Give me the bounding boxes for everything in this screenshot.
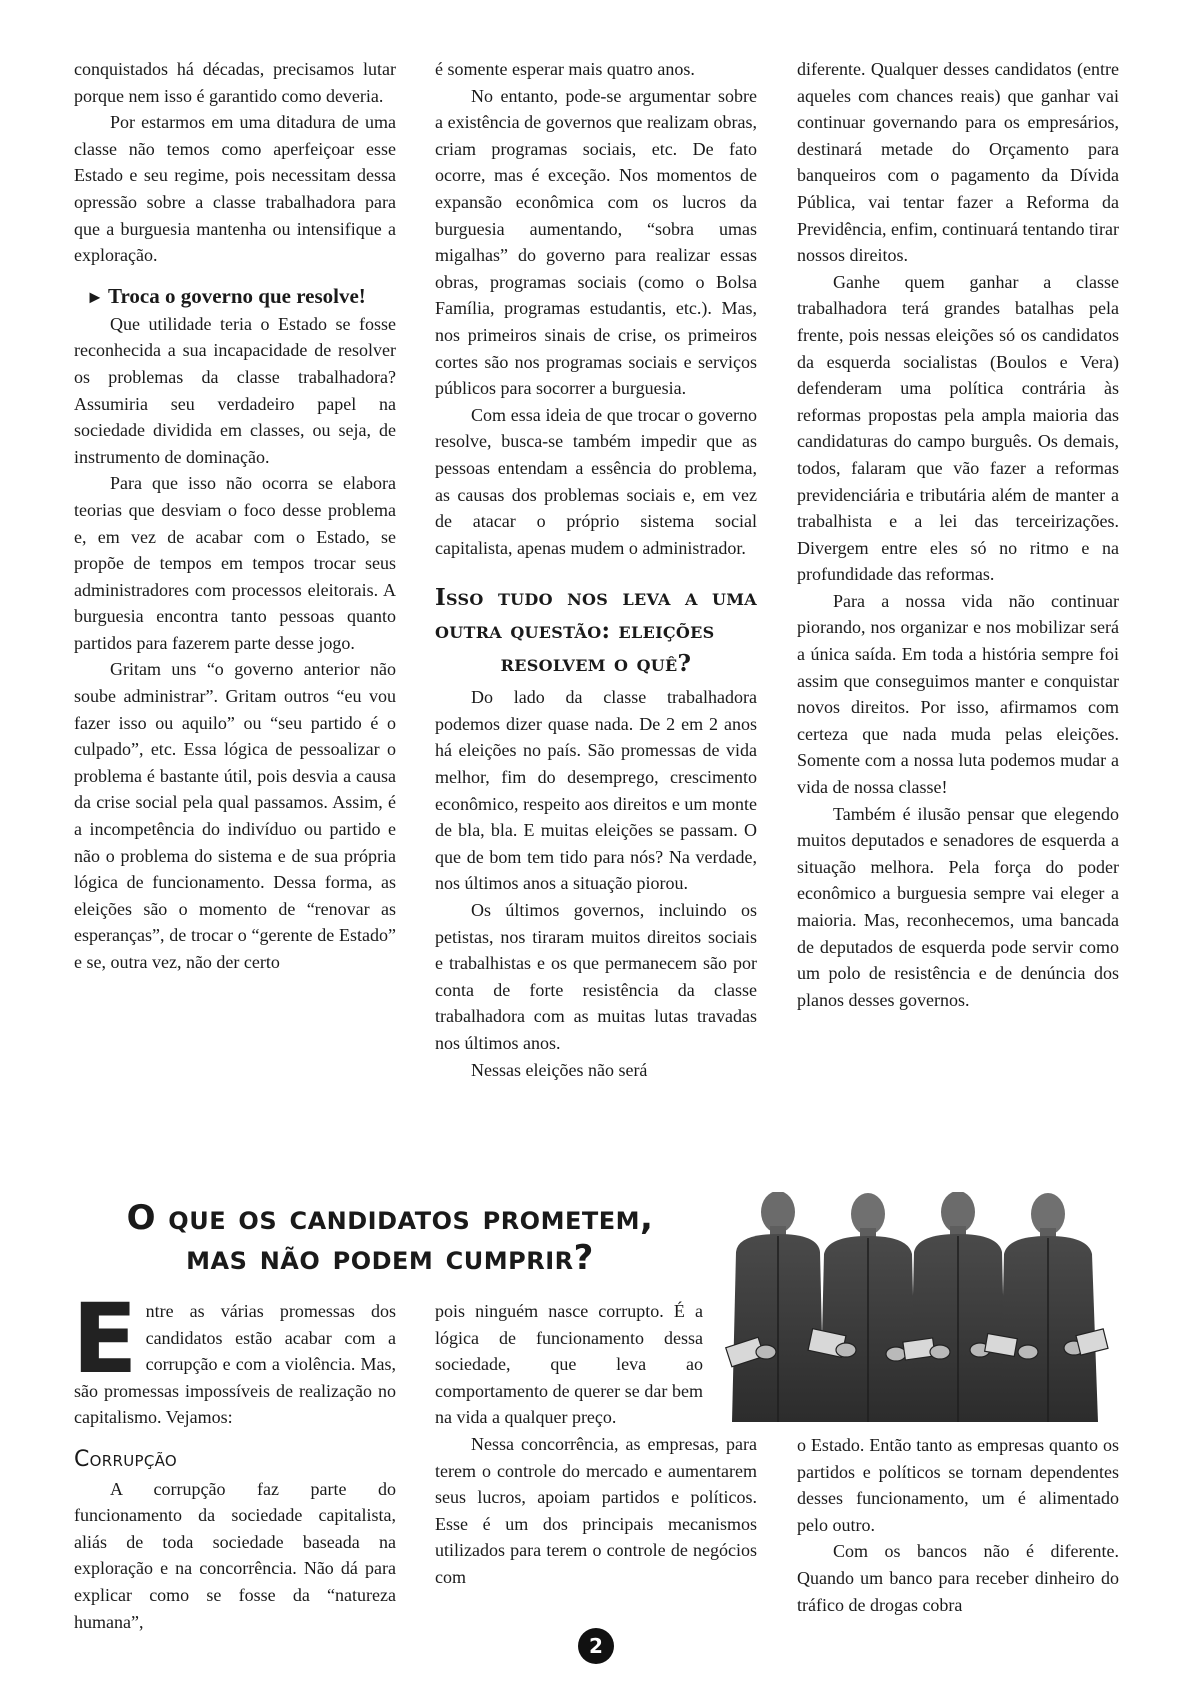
paragraph: Com essa ideia de que trocar o governo resolve, busca-se também impedir que as pessoas entendam a essência do problema, as causas dos problemas sociais e, em vez de atacar o próprio sistema social capitalista, apenas mudem o administrador.: [435, 404, 757, 558]
paragraph: é somente esperar mais quatro anos.: [435, 59, 695, 79]
paragraph: Por estarmos em uma ditadura de uma classe não temos como aperfeiçoar esse Estado e seu regime, pois necessitam dessa opressão sobre a classe trabalhadora para que a burguesia mantenha ou intensifique a exploração.: [74, 112, 396, 266]
article-title-line: O que os candidatos prometem,: [126, 1198, 654, 1238]
paragraph: o Estado. Então tanto as empresas quanto os partidos e políticos se tornam dependentes desses funcionamento, um é alimentado pelo outro.: [797, 1435, 1119, 1535]
section-heading-line: resolvem o quê?: [500, 650, 692, 678]
paragraph: Para que isso não ocorra se elabora teorias que desviam o foco desse problema e, em vez de acabar com o Estado, se propõe de tempos em tempos trocar seus administradores com processos eleitorais. A burguesia encontra tanto pessoas quanto partidos para fazerem parte desse jogo.: [74, 473, 396, 653]
paragraph: conquistados há décadas, precisamos lutar porque nem isso é garantido como deveria.: [74, 59, 396, 106]
top-column-2: [435, 56, 757, 1083]
paragraph: Ganhe quem ganhar a classe trabalhadora terá grandes batalhas pela frente, pois nessas eleições só os candidatos da esquerda socialistas (Boulos e Vera) defenderam uma política contrária às reformas propostas pela ampla maioria das candidaturas do campo burguês. Os demais, todos, falaram que vão fazer a reformas previdenciária e tributária além de manter a trabalhista e a lei das terceirizações. Divergem entre eles só no ritmo e na profundidade das reformas.: [797, 271, 1119, 585]
man-figure: [910, 1192, 1006, 1422]
article-column-2: [435, 1298, 757, 1591]
man-figure: [820, 1193, 916, 1422]
section-heading-line: Isso tudo nos leva a uma outra questão: eleições: [435, 584, 757, 645]
paragraph: diferente. Qualquer desses candidatos (entre aqueles com chances reais) que ganhar vai continuar governando para os empresários, destinará metade do Orçamento para banqueiros com o pagamento da Dívida Pública, vai tentar fazer a Reforma da Previdência, enfim, continuará tentando tirar nossos direitos.: [797, 59, 1119, 266]
illustration-businessmen: [718, 1192, 1118, 1422]
paragraph: Também é ilusão pensar que elegendo muitos deputados e senadores de esquerda a situação melhora. Pela força do poder econômico a burguesia sempre vai eleger a maioria. Mas, reconhecemos, uma bancada de deputados de esquerda pode servir como um polo de resistência e de denúncia dos planos desses governos.: [797, 803, 1119, 1010]
triangle-bullet-icon: ►: [86, 286, 104, 307]
paragraph: ntre as várias promessas dos candidatos estão acabar com a corrupção e com a violência. Mas, são promessas impossíveis de realização no capitalismo. Vejamos:: [74, 1301, 396, 1428]
paragraph: Nessas eleições não será: [471, 1059, 648, 1080]
paragraph: Para a nossa vida não continuar piorando, nos organizar e nos mobilizar será a única saída. Em toda a história sempre foi assim que conseguimos manter e conquistar novos direitos. Por isso, afirmamos com certeza que nada muda pelas eleições. Somente com a nossa luta podemos mudar a vida de nossa classe!: [797, 590, 1119, 798]
section-heading: [435, 581, 757, 680]
paragraph: Nessa concorrência, as empresas, para terem o controle do mercado e aumentarem seus lucros, apoiam partidos e políticos. Esse é um dos principais mecanismos utilizados para terem o controle de negócios com: [435, 1433, 757, 1587]
paragraph: Com os bancos não é diferente. Quando um banco para receber dinheiro do tráfico de drogas cobra: [797, 1541, 1119, 1615]
paragraph: Os últimos governos, incluindo os petistas, nos tiraram muitos direitos sociais e trabalhistas e os que permanecem são por conta de forte resistência da classe trabalhadora com as muitas lutas travadas nos últimos anos.: [435, 900, 757, 1053]
paragraph: pois ninguém nasce corrupto. É a lógica de funcionamento dessa sociedade, que leva ao comportamento de querer se dar bem na vida a qualquer preço.: [435, 1301, 703, 1428]
article-column-3: [797, 1432, 1119, 1618]
article-title: [60, 1198, 720, 1278]
section-heading-text: Troca o governo que resolve!: [108, 283, 366, 308]
man-figure: [1000, 1193, 1098, 1422]
top-column-1: [74, 56, 396, 976]
man-figure: [732, 1192, 824, 1422]
paragraph: No entanto, pode-se argumentar sobre a existência de governos que realizam obras, criam programas sociais, etc. De fato ocorre, mas é exceção. Nos momentos de expansão econômica com os lucros da burguesia aumentando, “sobra umas migalhas” do governo para realizar essas obras, programas sociais (como o Bolsa Família, programas estudantis, etc.). Mas, nos primeiros sinais de crise, os primeiros cortes são nos programas sociais e serviços públicos para socorrer a burguesia.: [435, 85, 757, 399]
page-number: 2: [578, 1628, 614, 1664]
paragraph: Do lado da classe trabalhadora podemos dizer quase nada. De 2 em 2 anos há eleições no país. São promessas de vida melhor, fim do desemprego, crescimento econômico, respeito aos direitos e um monte de bla, bla. E muitas eleições se passam. O que de bom tem tido para nós? Na verdade, nos últimos anos a situação piorou.: [435, 687, 757, 894]
section-heading: [74, 283, 396, 311]
article-column-1: [72, 1283, 396, 1635]
top-column-3: [797, 56, 1119, 1013]
section-heading: Corrupção: [74, 1446, 178, 1472]
paragraph: Que utilidade teria o Estado se fosse reconhecida a sua incapacidade de resolver os problemas da classe trabalhadora? Assumiria seu verdadeiro papel na sociedade dividida em classes, ou seja, de instrumento de dominação.: [74, 313, 396, 467]
drop-cap: E: [72, 1283, 138, 1395]
paragraph: Gritam uns “o governo anterior não soube administrar”. Gritam outros “eu vou fazer isso ou aquilo” ou “seu partido é o culpado”, etc. Essa lógica de pessoalizar o problema é bastante útil, pois desvia a causa da crise social pela qual passamos. Assim, é a incompetência do indivíduo ou partido e não o problema do sistema e de sua própria lógica de funcionamento. Dessa forma, as eleições são o momento de “renovar as esperanças”, de trocar o “gerente de Estado” e se, outra vez, não der certo: [74, 659, 396, 972]
paragraph: A corrupção faz parte do funcionamento da sociedade capitalista, aliás de toda sociedade baseada na exploração e na concorrência. Não dá para explicar como se fosse da “natureza humana”,: [74, 1478, 396, 1632]
article-title-line: mas não podem cumprir?: [186, 1238, 594, 1278]
